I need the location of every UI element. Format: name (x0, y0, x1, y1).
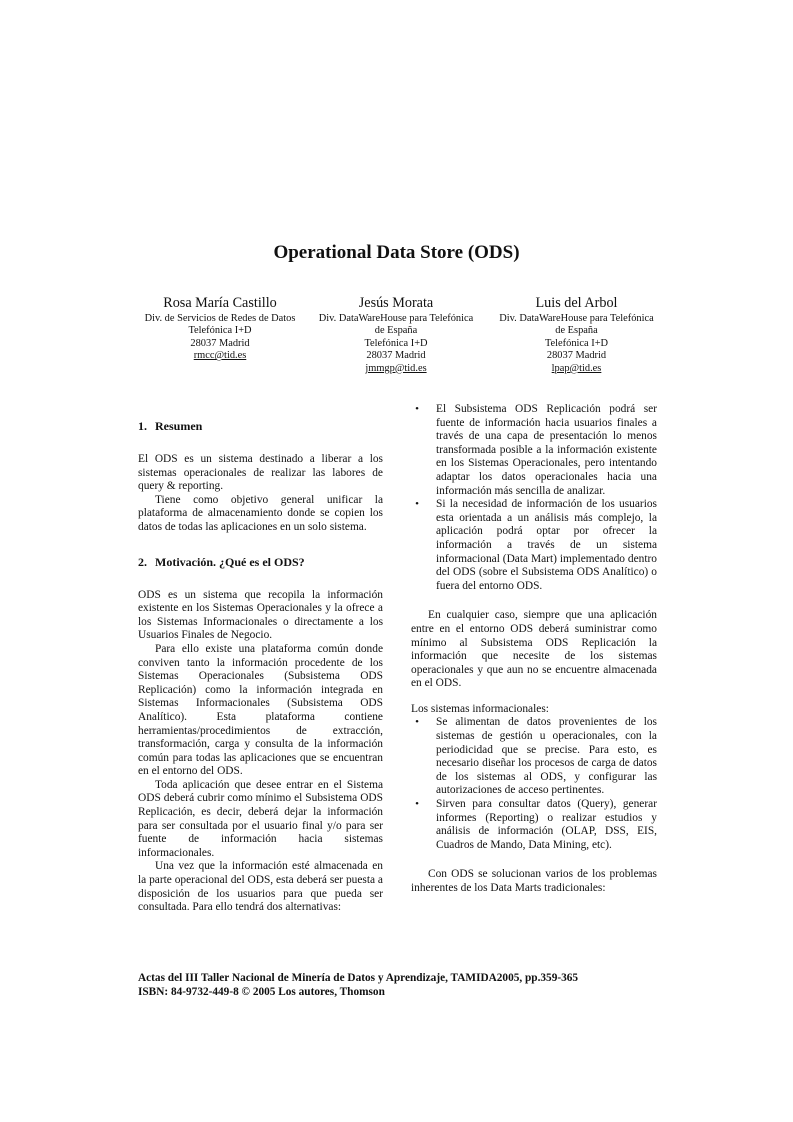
bullet-icon: • (415, 798, 419, 811)
author-affiliation: Telefónica I+D (364, 337, 428, 349)
bullet-icon: • (415, 498, 419, 511)
author-email-link[interactable]: jmmgp@tid.es (365, 362, 427, 374)
paragraph: Toda aplicación que desee entrar en el Sistema ODS deberá cubrir como mínimo el Subsistema ODS Replicación, es decir, deberá dejar la información para ser consultada por el usuario final y/o para ser fuente de información hacia sistemas informacionales. (138, 778, 383, 859)
bullet-icon: • (415, 716, 419, 729)
alternatives-list (411, 403, 657, 593)
informacionales-list (411, 716, 657, 852)
paragraph: Una vez que la información esté almacenada en la parte operacional del ODS, esta deberá ser puesta a disposición de los usuarios para que pueda ser consultada. Para ello tendrá dos alternativas: (138, 860, 383, 914)
paragraph: Para ello existe una plataforma común donde conviven tanto la información procedente de los Sistemas Operacionales (Subsistema ODS Replicación) como la información integrada en Sistemas Informacionales (Subsistema ODS Analítico). Esta plataforma contiene herramientas/procedimientos de extracción, transformación, carga y consulta de la información común para todas las aplicaciones que se encuentran en el entorno del ODS. (138, 642, 383, 778)
list-item-text: Se alimentan de datos provenientes de los sistemas de gestión u operacionales, con la periodicidad que se precise. Para esto, es necesario diseñar los procesos de carga de datos de los sistemas al ODS, y configurar las autorizaciones de acceso pertinentes. (436, 716, 657, 797)
author-email-link[interactable]: rmcc@tid.es (193, 350, 247, 362)
list-item (411, 716, 657, 798)
paragraph: Tiene como objetivo general unificar la plataforma de almacenamiento donde se copien los datos de todas las aplicaciones en un solo sistema. (138, 493, 383, 533)
author-block (306, 293, 486, 375)
section-title: Resumen (155, 419, 203, 433)
list-item (411, 403, 657, 498)
footer-isbn: ISBN: 84-9732-449-8 © 2005 Los autores, Thomson (138, 985, 385, 998)
right-column (411, 403, 657, 896)
section-number: 1. (138, 419, 147, 433)
paragraph: Con ODS se solucionan varios de los problemas inherentes de los Data Marts tradicionales: (411, 868, 657, 894)
list-item (411, 798, 657, 852)
author-affiliation: Telefónica I+D (544, 337, 609, 349)
author-block (484, 293, 669, 375)
footer-citation: Actas del III Taller Nacional de Minería de Datos y Aprendizaje, TAMIDA2005, pp.359-365 (138, 972, 579, 984)
author-block (130, 293, 310, 363)
list-item-text: Si la necesidad de información de los usuarios esta orientada a un análisis más complejo, la aplicación podrá optar por ofrecer la información a través de un sistema informacional (Data Mart) implementado dentro del ODS (sobre el Subsistema ODS Analítico) o fuera del entorno ODS. (436, 498, 657, 592)
author-affiliation: Div. DataWareHouse para Telefónica (318, 313, 474, 324)
paragraph: Los sistemas informacionales: (411, 702, 549, 715)
author-address: 28037 Madrid (366, 350, 426, 362)
page-footer (138, 972, 698, 999)
author-affiliation: Div. DataWareHouse para Telefónica (499, 313, 654, 324)
author-name: Jesús Morata (358, 295, 434, 311)
author-address: 28037 Madrid (190, 337, 250, 349)
bullet-icon: • (415, 403, 419, 415)
section-heading (138, 419, 383, 433)
author-affiliation: Telefónica I+D (188, 325, 252, 337)
paragraph: ODS es un sistema que recopila la información existente en los Sistemas Operacionales y la ofrece a los Sistemas Informacionales o directamente a los Usuarios Finales de Negocio. (138, 588, 383, 642)
author-name: Luis del Arbol (535, 295, 618, 311)
section-heading (138, 555, 383, 569)
list-item-text: Sirven para consultar datos (Query), generar informes (Reporting) o realizar estudios y análisis de información (OLAP, DSS, EIS, Cuadros de Mando, Data Mining, etc). (436, 798, 657, 851)
paragraph: En cualquier caso, siempre que una aplicación entre en el entorno ODS deberá suministrar como mínimo al Subsistema ODS Replicación la información que necesite de los sistemas operacionales y que aun no se encuentre almacenada en el ODS. (411, 609, 657, 690)
author-affiliation: Div. de Servicios de Redes de Datos (144, 313, 296, 324)
author-address: 28037 Madrid (546, 350, 607, 362)
left-column (138, 419, 383, 915)
paper-title: Operational Data Store (ODS) (273, 242, 520, 263)
author-affiliation: de España (555, 325, 598, 337)
list-item (411, 498, 657, 593)
author-email-link[interactable]: lpap@tid.es (551, 362, 602, 374)
section-title: Motivación. ¿Qué es el ODS? (155, 554, 305, 569)
section-number: 2. (138, 554, 147, 569)
author-name: Rosa María Castillo (163, 295, 277, 311)
author-affiliation: de España (374, 325, 418, 337)
list-item-text: El Subsistema ODS Replicación podrá ser fuente de información hacia usuarios finales a través de una capa de presentación lo menos transformada posible a la información existente en los Sistemas Operacionales, pero intentando adaptar los datos operacionales hacia una información más sencilla de analizar. (436, 403, 657, 497)
paragraph: El ODS es un sistema destinado a liberar a los sistemas operacionales de realizar las labores de query & reporting. (138, 453, 383, 493)
